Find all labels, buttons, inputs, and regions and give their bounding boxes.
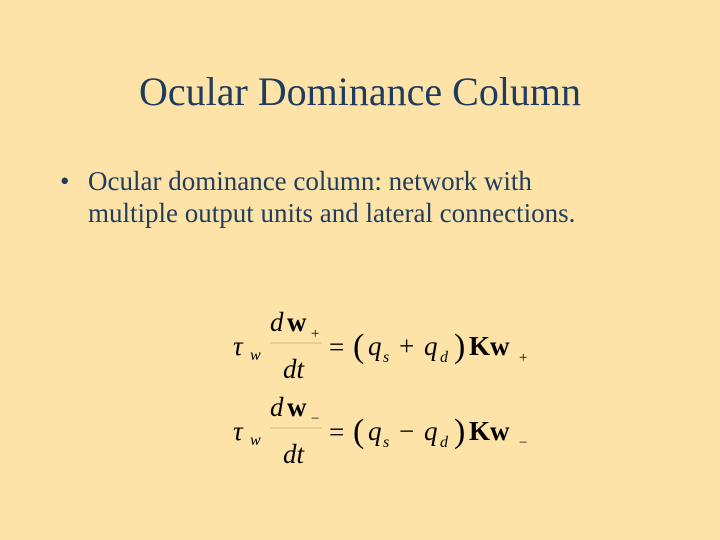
q-s: q bbox=[368, 416, 382, 446]
bullet-line-1: Ocular dominance column: network with bbox=[88, 166, 532, 196]
tau-symbol: τ bbox=[233, 331, 243, 361]
bullet-marker: • bbox=[60, 166, 70, 196]
q-s: q bbox=[368, 331, 382, 361]
numerator-d: d bbox=[270, 392, 284, 422]
operator: − bbox=[399, 416, 415, 446]
matrix-K: K bbox=[469, 416, 491, 446]
numerator-sign: + bbox=[311, 326, 320, 342]
bullet-text bbox=[88, 165, 688, 229]
right-paren: ) bbox=[454, 328, 466, 365]
bullet-line-2: multiple output units and lateral connections. bbox=[88, 198, 576, 228]
numerator-sign: − bbox=[311, 411, 320, 427]
denominator-dt: dt bbox=[283, 354, 305, 384]
q-s-subscript: s bbox=[383, 434, 390, 451]
equations bbox=[225, 300, 545, 470]
equation-minus bbox=[233, 392, 527, 469]
left-paren: ( bbox=[353, 413, 365, 450]
q-d: q bbox=[424, 416, 438, 446]
tau-subscript: w bbox=[250, 432, 261, 449]
q-d-subscript: d bbox=[440, 434, 448, 451]
slide-title: Ocular Dominance Column bbox=[138, 69, 582, 114]
right-paren: ) bbox=[454, 413, 466, 450]
tau-subscript: w bbox=[250, 347, 261, 364]
operator: + bbox=[399, 331, 415, 361]
q-d-subscript: d bbox=[440, 349, 448, 366]
numerator-d: d bbox=[270, 307, 284, 337]
numerator-w: w bbox=[287, 392, 307, 422]
vector-w: w bbox=[490, 331, 510, 361]
vector-w: w bbox=[490, 416, 510, 446]
denominator-dt: dt bbox=[283, 439, 305, 469]
matrix-K: K bbox=[469, 331, 491, 361]
numerator-w: w bbox=[287, 307, 307, 337]
q-d: q bbox=[424, 331, 438, 361]
tau-symbol: τ bbox=[233, 416, 243, 446]
equals-sign: = bbox=[329, 417, 345, 447]
equals-sign: = bbox=[329, 332, 345, 362]
w-sign: − bbox=[519, 435, 528, 451]
equation-plus bbox=[233, 307, 527, 384]
q-s-subscript: s bbox=[383, 349, 390, 366]
w-sign: + bbox=[519, 350, 528, 366]
left-paren: ( bbox=[353, 328, 365, 365]
